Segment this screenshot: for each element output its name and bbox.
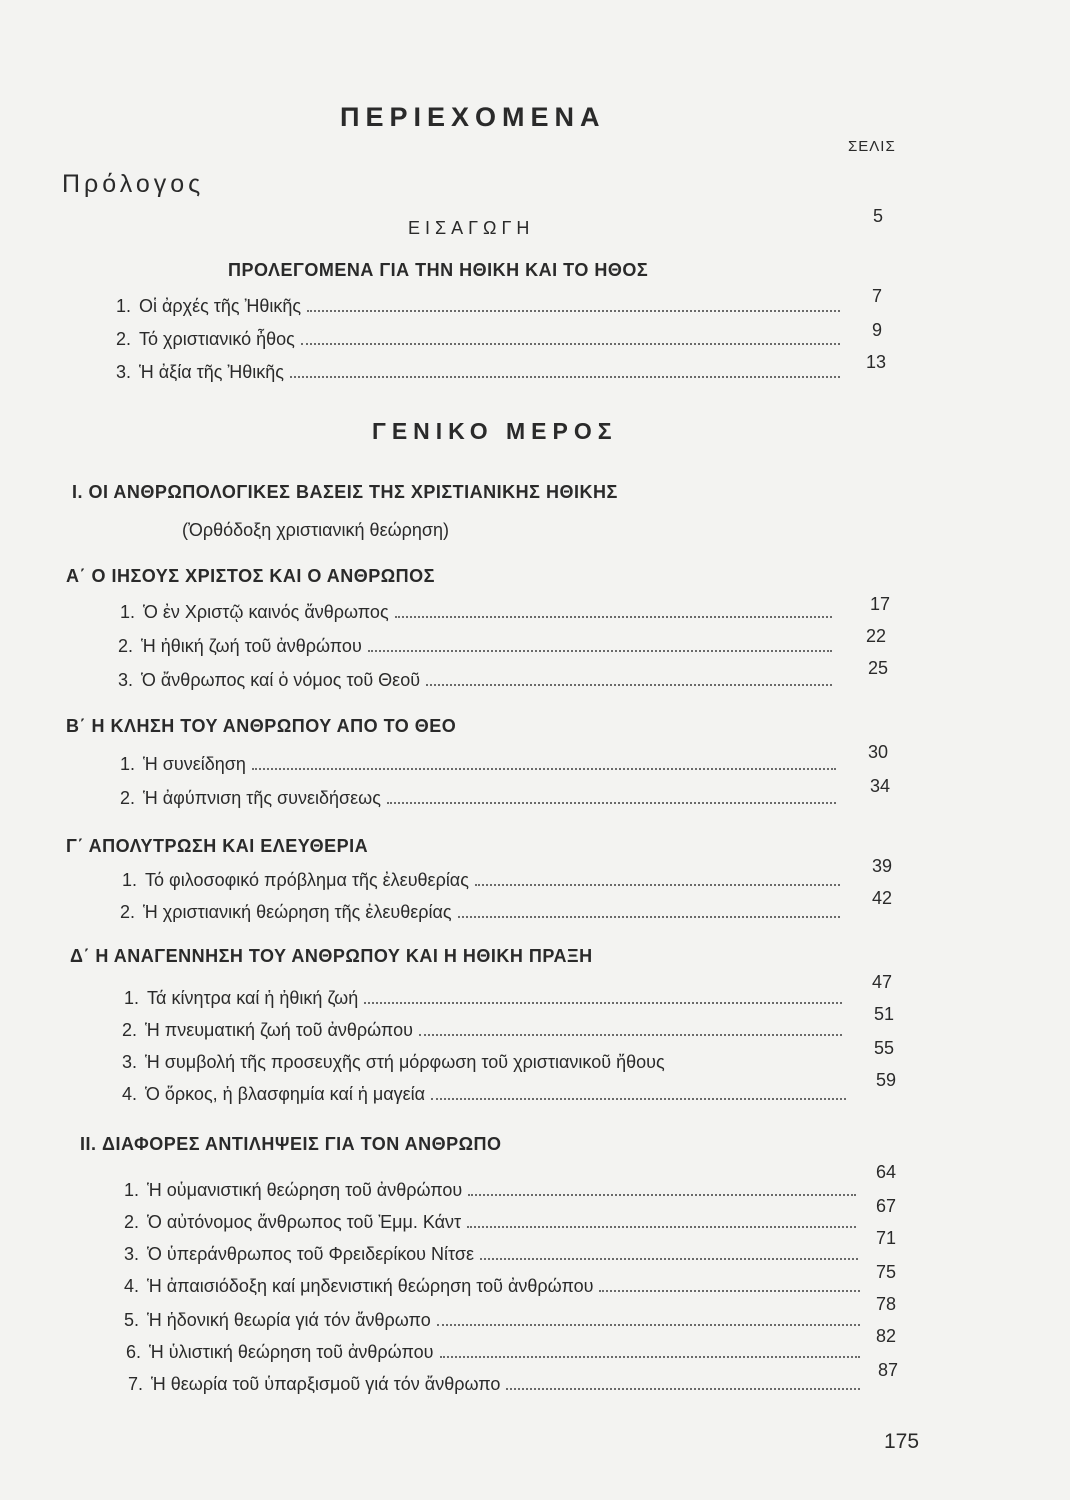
entry-label: Ἡ συμβολή τῆς προσευχῆς στή μόρφωση τοῦ χριστιανικοῦ ἤθους — [145, 1052, 665, 1072]
entry-label: Ὁ ἄνθρωπος καί ὁ νόμος τοῦ Θεοῦ — [141, 670, 421, 690]
section-note: (Ὀρθόδοξη χριστιανική θεώρηση) — [182, 520, 450, 540]
leader-dots — [387, 788, 836, 804]
entry-label: Ὁ ὅρκος, ἡ βλασφημία καί ἡ μαγεία — [145, 1084, 426, 1104]
entry-label: Ἡ θεωρία τοῦ ὑπαρξισμοῦ γιά τόν ἄνθρωπο — [151, 1374, 501, 1394]
leader-dots — [368, 636, 832, 652]
subsection-heading: Δ΄ Η ΑΝΑΓΕΝΝΗΣΗ ΤΟΥ ΑΝΘΡΩΠΟΥ ΚΑΙ Η ΗΘΙΚΗ ΠΡΑΞΗ — [70, 946, 593, 966]
entry-page: 87 — [878, 1360, 899, 1380]
leader-dots — [440, 1342, 861, 1358]
leader-dots — [395, 602, 832, 618]
entry-number: 3. — [116, 362, 132, 382]
entry-number: 1. — [124, 988, 140, 1008]
leader-dots — [364, 988, 842, 1004]
entry-page: 34 — [870, 776, 891, 796]
entry-label: Ὁ ὑπεράνθρωπος τοῦ Φρειδερίκου Νίτσε — [147, 1244, 474, 1264]
leader-dots — [468, 1180, 856, 1196]
entry-label: Ἡ ἀφύπνιση τῆς συνειδήσεως — [143, 788, 381, 808]
entry-label: Ὁ αὐτόνομος ἄνθρωπος τοῦ Ἐμμ. Κάντ — [147, 1212, 462, 1232]
entry-number: 2. — [120, 902, 136, 922]
leader-dots — [458, 902, 840, 918]
entry-page: 78 — [876, 1294, 897, 1314]
leader-dots — [506, 1374, 860, 1390]
leader-dots — [301, 329, 840, 345]
entry-number: 2. — [118, 636, 134, 656]
entry-page: 9 — [872, 320, 883, 340]
entry-number: 1. — [122, 870, 138, 890]
toc-entry — [122, 1020, 842, 1046]
leader-dots — [467, 1212, 856, 1228]
prologue-label: Πρόλογος — [62, 170, 205, 198]
entry-page: 55 — [874, 1038, 895, 1058]
entry-number: 6. — [126, 1342, 142, 1362]
section-heading: II. ΔΙΑΦΟΡΕΣ ΑΝΤΙΛΗΨΕΙΣ ΓΙΑ ΤΟΝ ΑΝΘΡΩΠΟ — [80, 1134, 502, 1154]
toc-entry — [120, 602, 832, 628]
leader-dots — [480, 1244, 858, 1260]
entry-number: 3. — [122, 1052, 138, 1072]
leader-dots — [290, 362, 840, 378]
entry-number: 1. — [120, 754, 136, 774]
entry-number: 2. — [122, 1020, 138, 1040]
toc-entry — [128, 1374, 860, 1400]
section-heading: I. ΟΙ ΑΝΘΡΩΠΟΛΟΓΙΚΕΣ ΒΑΣΕΙΣ ΤΗΣ ΧΡΙΣΤΙΑΝΙΚΗΣ ΗΘΙΚΗΣ — [72, 482, 618, 502]
entry-number: 1. — [124, 1180, 140, 1200]
prologue-page: 5 — [873, 206, 884, 226]
entry-page: 25 — [868, 658, 889, 678]
page-column-label: ΣΕΛΙΣ — [848, 138, 896, 155]
entry-page: 39 — [872, 856, 893, 876]
entry-number: 2. — [120, 788, 136, 808]
entry-label: Ἡ πνευματική ζωή τοῦ ἀνθρώπου — [145, 1020, 413, 1040]
toc-entry — [120, 788, 836, 814]
toc-entry — [118, 636, 832, 662]
part-title: ΓΕΝΙΚΟ ΜΕΡΟΣ — [372, 418, 618, 444]
entry-label: Ἡ ἀπαισιόδοξη καί μηδενιστική θεώρηση τοῦ ἀνθρώπου — [147, 1276, 594, 1296]
leader-dots — [475, 870, 840, 886]
entry-page: 75 — [876, 1262, 897, 1282]
entry-label: Ὁ ἐν Χριστῷ καινός ἄνθρωπος — [143, 602, 389, 622]
leader-dots — [599, 1276, 860, 1292]
toc-entry — [122, 870, 840, 896]
leader-dots — [431, 1084, 846, 1100]
toc-entry — [120, 902, 840, 928]
entry-page: 51 — [874, 1004, 895, 1024]
entry-page: 47 — [872, 972, 893, 992]
entry-page: 13 — [866, 352, 887, 372]
entry-number: 2. — [116, 329, 132, 349]
entry-number: 5. — [124, 1310, 140, 1330]
entry-label: Ἡ οὑμανιστική θεώρηση τοῦ ἀνθρώπου — [147, 1180, 463, 1200]
entry-label: Ἡ ἀξία τῆς Ἠθικῆς — [139, 362, 284, 382]
entry-number: 4. — [122, 1084, 138, 1104]
entry-label: Τό φιλοσοφικό πρόβλημα τῆς ἐλευθερίας — [145, 870, 469, 890]
toc-entry — [122, 1052, 850, 1078]
entry-number: 1. — [116, 296, 132, 316]
entry-label: Τά κίνητρα καί ἡ ἠθική ζωή — [147, 988, 359, 1008]
entry-number: 4. — [124, 1276, 140, 1296]
toc-entry — [122, 1084, 846, 1110]
entry-page: 42 — [872, 888, 893, 908]
toc-entry — [124, 1310, 860, 1336]
entry-page: 30 — [868, 742, 889, 762]
entry-page: 71 — [876, 1228, 897, 1248]
entry-label: Ἡ χριστιανική θεώρηση τῆς ἐλευθερίας — [143, 902, 452, 922]
toc-entry — [118, 670, 832, 696]
entry-label: Ἡ ἡδονική θεωρία γιά τόν ἄνθρωπο — [147, 1310, 431, 1330]
toc-entry — [116, 362, 840, 388]
entry-label: Τό χριστιανικό ἦθος — [139, 329, 295, 349]
entry-number: 7. — [128, 1374, 144, 1394]
entry-label: Ἡ ἠθική ζωή τοῦ ἀνθρώπου — [141, 636, 362, 656]
entry-label: Οἱ ἀρχές τῆς Ἠθικῆς — [139, 296, 302, 316]
leader-dots — [307, 296, 840, 312]
entry-number: 2. — [124, 1212, 140, 1232]
toc-entry — [124, 988, 842, 1014]
leader-dots — [426, 670, 832, 686]
entry-number: 3. — [118, 670, 134, 690]
entry-page: 7 — [872, 286, 883, 306]
introduction-heading: ΠΡΟΛΕΓΟΜΕΝΑ ΓΙΑ ΤΗΝ ΗΘΙΚΗ ΚΑΙ ΤΟ ΗΘΟΣ — [228, 260, 649, 280]
toc-entry — [124, 1180, 856, 1206]
entry-page: 17 — [870, 594, 891, 614]
leader-dots — [437, 1310, 860, 1326]
entry-label: Ἡ συνείδηση — [143, 754, 246, 774]
toc-entry — [116, 329, 840, 355]
entry-page: 67 — [876, 1196, 897, 1216]
page-number: 175 — [884, 1430, 920, 1453]
leader-dots — [252, 754, 836, 770]
toc-entry — [126, 1342, 860, 1368]
entry-label: Ἡ ὑλιστική θεώρηση τοῦ ἀνθρώπου — [149, 1342, 434, 1362]
toc-entry — [124, 1276, 860, 1302]
entry-page: 82 — [876, 1326, 897, 1346]
entry-number: 1. — [120, 602, 136, 622]
toc-entry — [124, 1212, 856, 1238]
entry-number: 3. — [124, 1244, 140, 1264]
toc-entry — [116, 296, 840, 322]
entry-page: 64 — [876, 1162, 897, 1182]
toc-entry — [124, 1244, 858, 1270]
subsection-heading: Γ΄ ΑΠΟΛΥΤΡΩΣΗ ΚΑΙ ΕΛΕΥΘΕΡΙΑ — [66, 836, 369, 856]
leader-dots — [419, 1020, 842, 1036]
entry-page: 22 — [866, 626, 887, 646]
page-title: ΠΕΡΙΕΧΟΜΕΝΑ — [340, 102, 606, 132]
toc-entry — [120, 754, 836, 780]
introduction-label: ΕΙΣΑΓΩΓΗ — [408, 218, 535, 238]
subsection-heading: Α΄ Ο ΙΗΣΟΥΣ ΧΡΙΣΤΟΣ ΚΑΙ Ο ΑΝΘΡΩΠΟΣ — [66, 566, 435, 586]
subsection-heading: Β΄ Η ΚΛΗΣΗ ΤΟΥ ΑΝΘΡΩΠΟΥ ΑΠΟ ΤΟ ΘΕΟ — [66, 716, 457, 736]
entry-page: 59 — [876, 1070, 897, 1090]
